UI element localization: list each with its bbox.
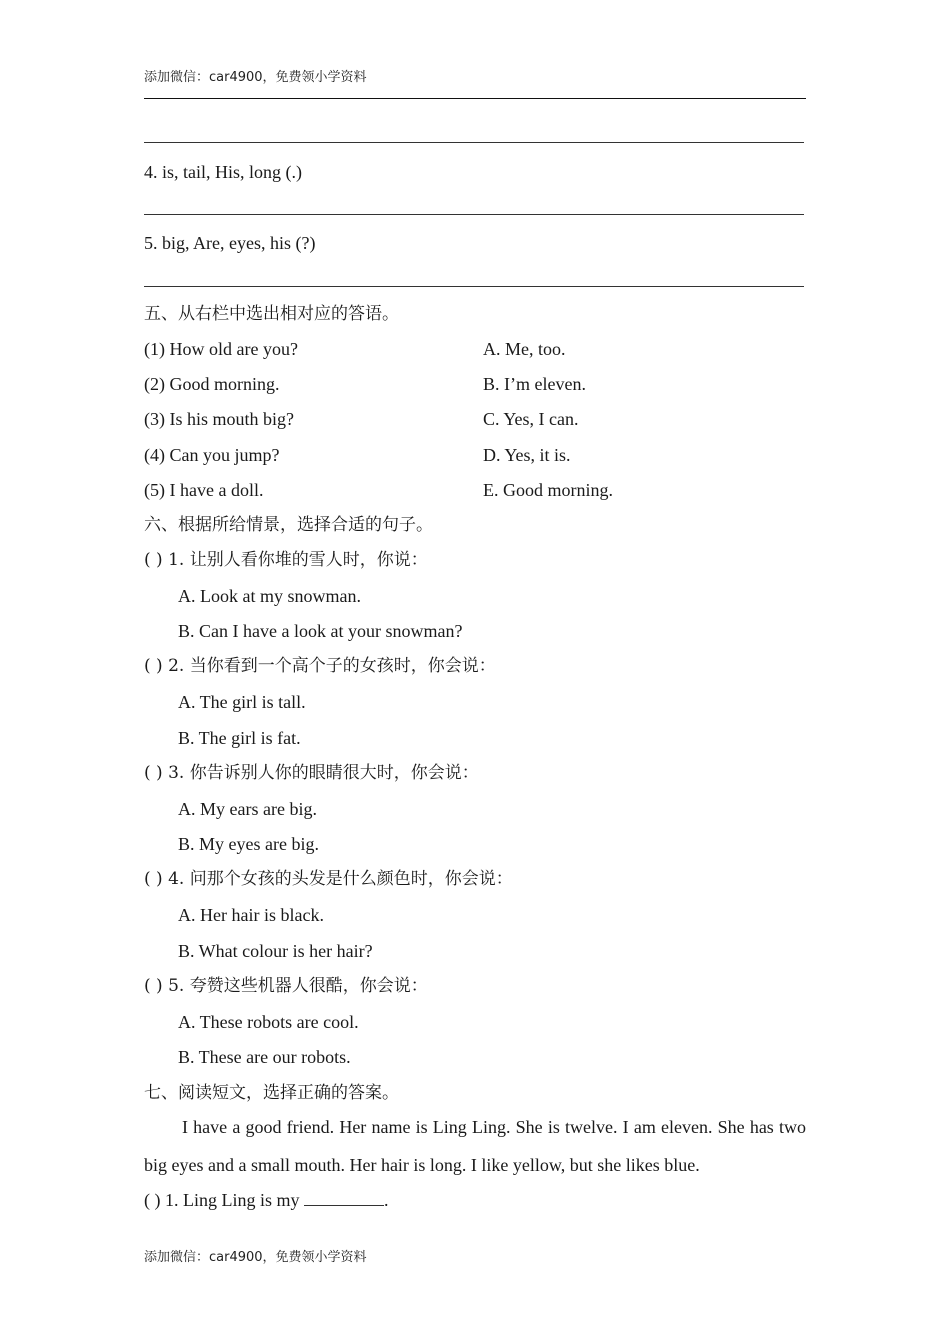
situation-prompt: ( ) 1. 让别人看你堆的雪人时，你说： [144, 550, 428, 570]
header-rule [144, 98, 806, 99]
section-5-title: 五、从右栏中选出相对应的答语。 [144, 304, 399, 324]
option-b: B. These are our robots. [178, 1047, 351, 1067]
situation-prompt: ( ) 5. 夸赞这些机器人很酷，你会说： [144, 976, 428, 996]
matching-answer: A. Me, too. [483, 339, 566, 359]
answer-blank[interactable] [304, 1190, 384, 1206]
matching-question: (1) How old are you? [144, 339, 298, 359]
situation-prompt: ( ) 3. 你告诉别人你的眼睛很大时，你会说： [144, 763, 479, 783]
section-7-title: 七、阅读短文，选择正确的答案。 [144, 1083, 399, 1103]
question-end: . [384, 1190, 389, 1210]
situation-prompt: ( ) 2. 当你看到一个高个子的女孩时，你会说： [144, 656, 496, 676]
matching-question: (5) I have a doll. [144, 480, 264, 500]
matching-answer: E. Good morning. [483, 480, 613, 500]
situation-prompt: ( ) 4. 问那个女孩的头发是什么颜色时，你会说： [144, 869, 513, 889]
option-a: A. Look at my snowman. [178, 586, 361, 606]
matching-question: (2) Good morning. [144, 374, 280, 394]
option-a: A. The girl is tall. [178, 692, 306, 712]
page-header: 添加微信：car4900，免费领小学资料 [144, 70, 367, 85]
matching-answer: C. Yes, I can. [483, 409, 579, 429]
matching-answer: D. Yes, it is. [483, 445, 571, 465]
option-a: A. My ears are big. [178, 799, 317, 819]
option-b: B. My eyes are big. [178, 834, 319, 854]
question-text: ( ) 1. Ling Ling is my [144, 1190, 304, 1210]
reorder-item-4: 4. is, tail, His, long (.) [144, 162, 302, 182]
reorder-item-5: 5. big, Are, eyes, his (?) [144, 233, 316, 253]
option-a: A. Her hair is black. [178, 905, 324, 925]
option-b: B. Can I have a look at your snowman? [178, 621, 463, 641]
option-b: B. What colour is her hair? [178, 941, 373, 961]
reading-question-1 [144, 1189, 389, 1211]
option-a: A. These robots are cool. [178, 1012, 359, 1032]
section-6-title: 六、根据所给情景，选择合适的句子。 [144, 515, 433, 535]
page-footer: 添加微信：car4900，免费领小学资料 [144, 1250, 367, 1265]
matching-answer: B. I’m eleven. [483, 374, 586, 394]
answer-line [144, 142, 804, 143]
matching-question: (3) Is his mouth big? [144, 409, 294, 429]
option-b: B. The girl is fat. [178, 728, 301, 748]
answer-line [144, 214, 804, 215]
matching-question: (4) Can you jump? [144, 445, 280, 465]
reading-passage: I have a good friend. Her name is Ling Ling. She is twelve. I am eleven. She has two big eyes and a small mouth. Her hair is long. I like yellow, but she likes blue. [144, 1117, 806, 1175]
answer-line [144, 286, 804, 287]
